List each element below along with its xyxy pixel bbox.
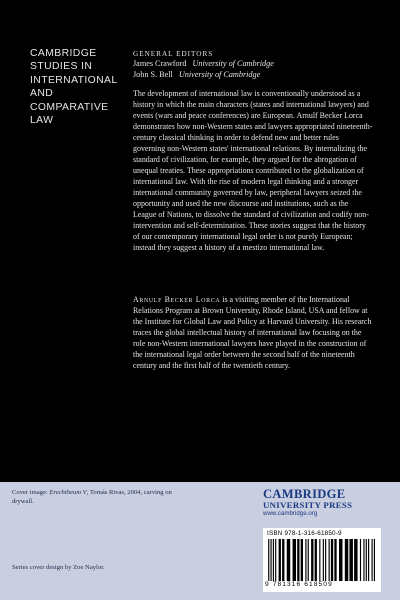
series-title (30, 47, 125, 127)
publisher-url: www.cambridge.org (263, 510, 318, 517)
series-title-line: STUDIES IN (30, 61, 93, 73)
series-title-line: CAMBRIDGE (30, 48, 97, 59)
series-design-credit: Series cover design by Zoe Naylor. (12, 564, 105, 571)
isbn-text: ISBN 978-1-316-61850-9 (267, 530, 342, 537)
series-title-line: AND (30, 88, 54, 100)
general-editors-label: GENERAL EDITORS (133, 50, 214, 58)
publisher-subtitle: UNIVERSITY PRESS (263, 500, 353, 510)
book-blurb: The development of international law is conventionally understood as a history in which the main characters (states and international lawyers) and events (wars and peace conferences) are European. Arnulf Becker Lorca demonstrates how non-Western states and lawyers appropriated nineteenth-century classical thinking in order to defend new and better rules governing non-Western states' international relations. By internalizing the standard of civilization, for example, they argued for the abrogation of unequal treaties. These appropriations contributed to the globalization of international law. With the rise of modern legal thinking and a stronger international community governed by law, peripheral lawyers seized the opportunity and used the new discourse and institutions, such as the League of Nations, to dissolve the standard of civilization and codify non-intervention and self-determination. These stories suggest that the history of our contemporary international legal order is not purely European; instead they suggest a history of a mestizo international law. (133, 89, 373, 252)
cover-artwork-title: Erechtheum V (49, 489, 87, 496)
editor-row (133, 59, 373, 70)
series-title-line: COMPARATIVE (30, 101, 109, 113)
author-bio (133, 294, 373, 371)
cover-credit-suffix: , Tomás Rivas, 2004, carving on drywall. (12, 489, 172, 505)
cover-image-credit (12, 489, 182, 507)
publisher-logo (263, 488, 393, 518)
barcode-icon (267, 539, 377, 581)
editor-affiliation: University of Cambridge (192, 59, 274, 68)
editor-row (133, 70, 373, 81)
bottom-band (0, 482, 400, 600)
general-editors (133, 49, 373, 80)
barcode-digits: 9 781316 618509 (265, 581, 333, 588)
series-title-line: INTERNATIONAL (30, 74, 118, 86)
editor-name: John S. Bell (133, 69, 173, 79)
series-title-line: LAW (30, 115, 54, 127)
publisher-name: CAMBRIDGE (263, 487, 346, 501)
author-name: Arnulf Becker Lorca (133, 295, 221, 304)
author-bio-text: is a visiting member of the International Relations Program at Brown University, Rhode Island, USA and fellow at the Institute for Global Law and Policy at Harvard University. His research traces the global intellectual history of international law focusing on the role non-Western international lawyers have played in the construction of the international legal order between the second half of the nineteenth century and the first half of the twentieth century. (133, 295, 372, 370)
isbn-barcode-box (263, 528, 381, 592)
cover-credit-prefix: Cover image: (12, 489, 50, 496)
editor-name: James Crawford (133, 59, 187, 68)
editor-affiliation: University of Cambridge (178, 69, 261, 79)
